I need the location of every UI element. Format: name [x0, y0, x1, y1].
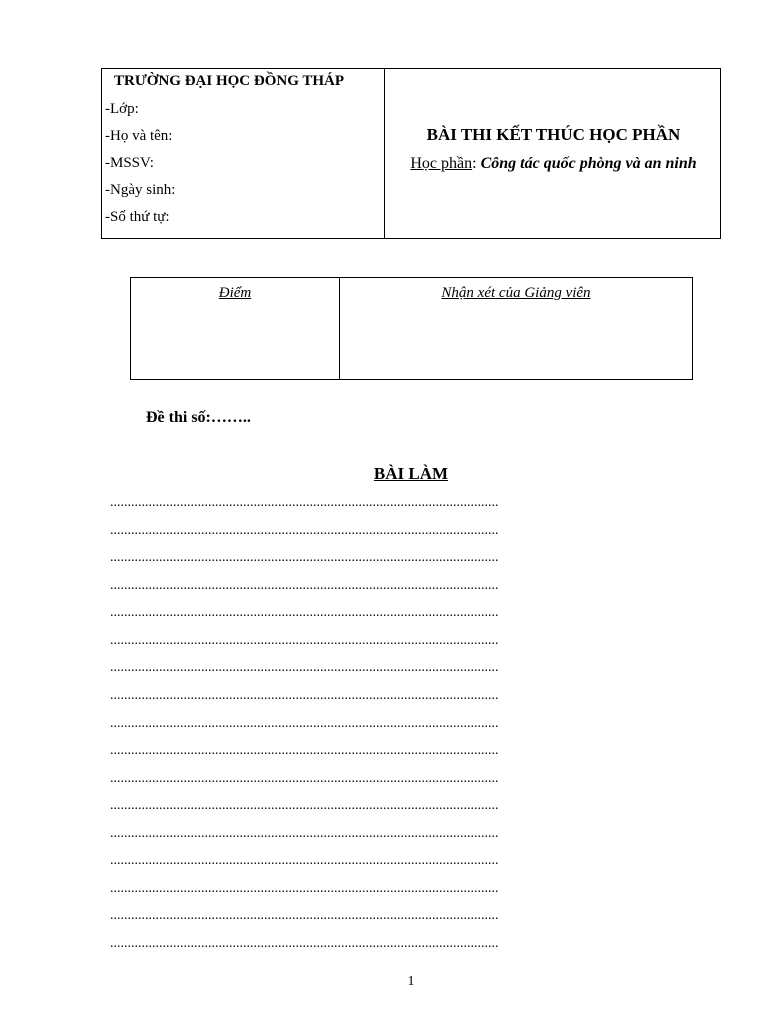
header-table: [101, 68, 721, 239]
score-header: Điểm: [218, 285, 252, 301]
class-label: -Lớp:: [105, 101, 139, 117]
answer-line: ...............................................................................................................: [110, 908, 499, 923]
answer-line: ...............................................................................................................: [110, 495, 499, 510]
exam-number: Đề thi số:……..: [146, 409, 251, 426]
dob-label: -Ngày sinh:: [105, 182, 176, 198]
answer-line: ...............................................................................................................: [110, 605, 499, 620]
course-line: [385, 155, 722, 173]
answer-line: ...............................................................................................................: [110, 688, 499, 703]
answer-line: ...............................................................................................................: [110, 633, 499, 648]
order-label: -Số thứ tự:: [105, 209, 170, 225]
school-name: TRƯỜNG ĐẠI HỌC ĐỒNG THÁP: [114, 73, 345, 89]
answer-line: ...............................................................................................................: [110, 936, 499, 951]
answer-line: ...............................................................................................................: [110, 660, 499, 675]
answer-line: ...............................................................................................................: [110, 881, 499, 896]
student-id-label: -MSSV:: [105, 155, 154, 171]
answer-line: ...............................................................................................................: [110, 743, 499, 758]
exam-title: BÀI THI KẾT THÚC HỌC PHẦN: [426, 125, 681, 144]
header-divider: [384, 69, 385, 238]
answer-line: ...............................................................................................................: [110, 523, 499, 538]
page-number: 1: [407, 974, 415, 989]
answer-line: ...............................................................................................................: [110, 550, 499, 565]
course-name: Công tác quốc phòng và an ninh: [480, 155, 697, 172]
name-label: -Họ và tên:: [105, 128, 173, 144]
answer-line: ...............................................................................................................: [110, 716, 499, 731]
course-label: Học phần: [410, 155, 473, 172]
course-separator: :: [472, 155, 481, 172]
answer-title: BÀI LÀM: [373, 464, 449, 483]
answer-line: ...............................................................................................................: [110, 853, 499, 868]
answer-line: ...............................................................................................................: [110, 798, 499, 813]
score-table: [130, 277, 693, 380]
answer-line: ...............................................................................................................: [110, 826, 499, 841]
answer-line: ...............................................................................................................: [110, 771, 499, 786]
answer-line: ...............................................................................................................: [110, 578, 499, 593]
comment-header: Nhận xét của Giảng viên: [441, 285, 591, 301]
